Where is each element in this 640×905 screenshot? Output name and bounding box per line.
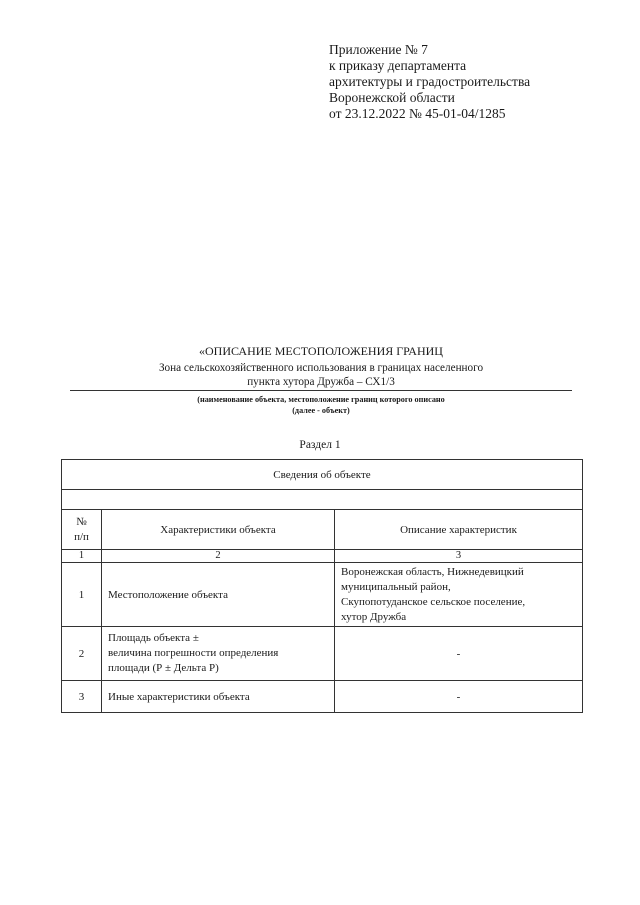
header-num-line-1: № [76, 515, 87, 528]
column-index-2: 2 [102, 550, 335, 563]
table-row [62, 563, 583, 627]
row-3-characteristic: Иные характеристики объекта [102, 681, 335, 713]
row-3-description: - [335, 681, 583, 713]
header-description: Описание характеристик [335, 510, 583, 550]
section-label: Раздел 1 [299, 439, 341, 451]
document-title: «ОПИСАНИЕ МЕСТОПОЛОЖЕНИЯ ГРАНИЦ [199, 344, 443, 358]
row-2-num: 2 [62, 627, 102, 681]
table-empty-row [62, 490, 583, 510]
appendix-header [329, 42, 530, 122]
column-index-1: 1 [62, 550, 102, 563]
row-1-description-line-3: Скупопотуданское сельское поселение, [341, 595, 526, 608]
row-1-description-line-4: хутор Дружба [341, 610, 407, 623]
row-2-characteristic [102, 627, 335, 681]
table-empty-cell [62, 490, 583, 510]
object-name [70, 361, 572, 389]
object-caption [70, 394, 572, 416]
table-title: Сведения об объекте [62, 460, 583, 490]
column-index-3: 3 [335, 550, 583, 563]
object-caption-line-2: (далее - объект) [292, 406, 350, 415]
table-header-row [62, 510, 583, 550]
appendix-line-2: к приказу департамента [329, 58, 467, 73]
appendix-line-4: Воронежской области [329, 90, 455, 105]
header-characteristics: Характеристики объекта [102, 510, 335, 550]
column-index-row [62, 550, 583, 563]
row-1-description-line-1: Воронежская область, Нижнедевицкий [341, 565, 524, 578]
appendix-line-5: от 23.12.2022 № 45-01-04/1285 [329, 106, 506, 121]
header-num [62, 510, 102, 550]
appendix-line-1: Приложение № 7 [329, 42, 428, 57]
header-num-line-2: п/п [74, 530, 89, 543]
row-2-characteristic-line-2: величина погрешности определения [108, 647, 279, 659]
appendix-line-3: архитектуры и градостроительства [329, 74, 531, 89]
row-1-characteristic: Местоположение объекта [102, 563, 335, 627]
document-title-block [70, 343, 572, 416]
row-2-description: - [335, 627, 583, 681]
table-row [62, 681, 583, 713]
object-caption-line-1: (наименование объекта, местоположение границ которого описано [197, 395, 445, 404]
row-3-num: 3 [62, 681, 102, 713]
object-info-table [61, 459, 583, 713]
object-name-line-2: пункта хутора Дружба – СХ1/3 [247, 376, 395, 388]
table-title-row [62, 460, 583, 490]
row-2-characteristic-line-3: площади (Р ± Дельта Р) [108, 662, 219, 674]
row-1-description [335, 563, 583, 627]
title-underline [70, 390, 572, 391]
object-name-line-1: Зона сельскохозяйственного использования в границах населенного [158, 362, 484, 374]
row-1-num: 1 [62, 563, 102, 627]
row-2-characteristic-line-1: Площадь объекта ± [108, 632, 199, 644]
row-1-description-line-2: муниципальный район, [341, 580, 451, 593]
table-row [62, 627, 583, 681]
